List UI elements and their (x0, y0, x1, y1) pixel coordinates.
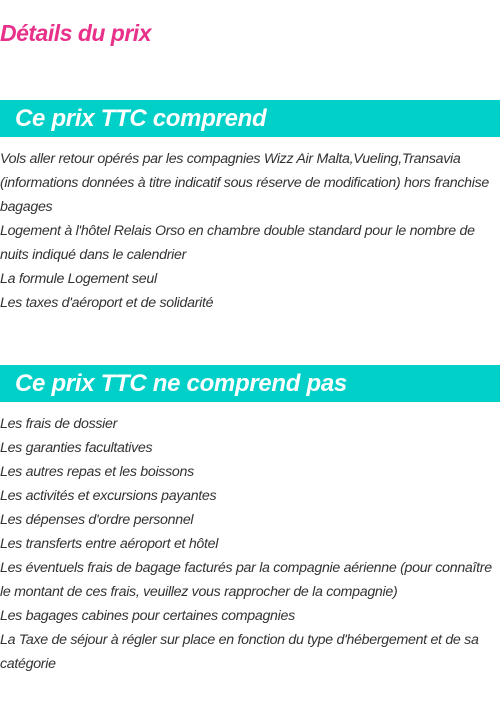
list-item: Vols aller retour opérés par les compagnies Wizz Air Malta,Vueling,Transavia (informations données à titre indicatif sous réserve de modification) hors franchise bagages (0, 151, 489, 215)
list-item: Les bagages cabines pour certaines compagnies (0, 608, 295, 624)
list-item: Les activités et excursions payantes (0, 488, 217, 504)
page-title: Détails du prix (0, 20, 151, 46)
list-item: Les taxes d'aéroport et de solidarité (0, 295, 214, 311)
list-item: Les transferts entre aéroport et hôtel (0, 536, 219, 552)
list-item: Logement à l'hôtel Relais Orso en chambre double standard pour le nombre de nuits indiqué dans le calendrier (0, 223, 475, 263)
includes-heading: Ce prix TTC comprend (0, 100, 500, 137)
list-item: La formule Logement seul (0, 271, 157, 287)
list-item: Les frais de dossier (0, 416, 118, 432)
includes-list (0, 147, 500, 315)
list-item: Les autres repas et les boissons (0, 464, 194, 480)
excludes-heading: Ce prix TTC ne comprend pas (0, 365, 500, 402)
list-item: La Taxe de séjour à régler sur place en fonction du type d'hébergement et de sa catégorie (0, 632, 479, 672)
list-item: Les garanties facultatives (0, 440, 153, 456)
list-item: Les dépenses d'ordre personnel (0, 512, 194, 528)
list-item: Les éventuels frais de bagage facturés par la compagnie aérienne (pour connaître le montant de ces frais, veuillez vous rapprocher de la compagnie) (0, 560, 492, 600)
excludes-list (0, 412, 500, 676)
